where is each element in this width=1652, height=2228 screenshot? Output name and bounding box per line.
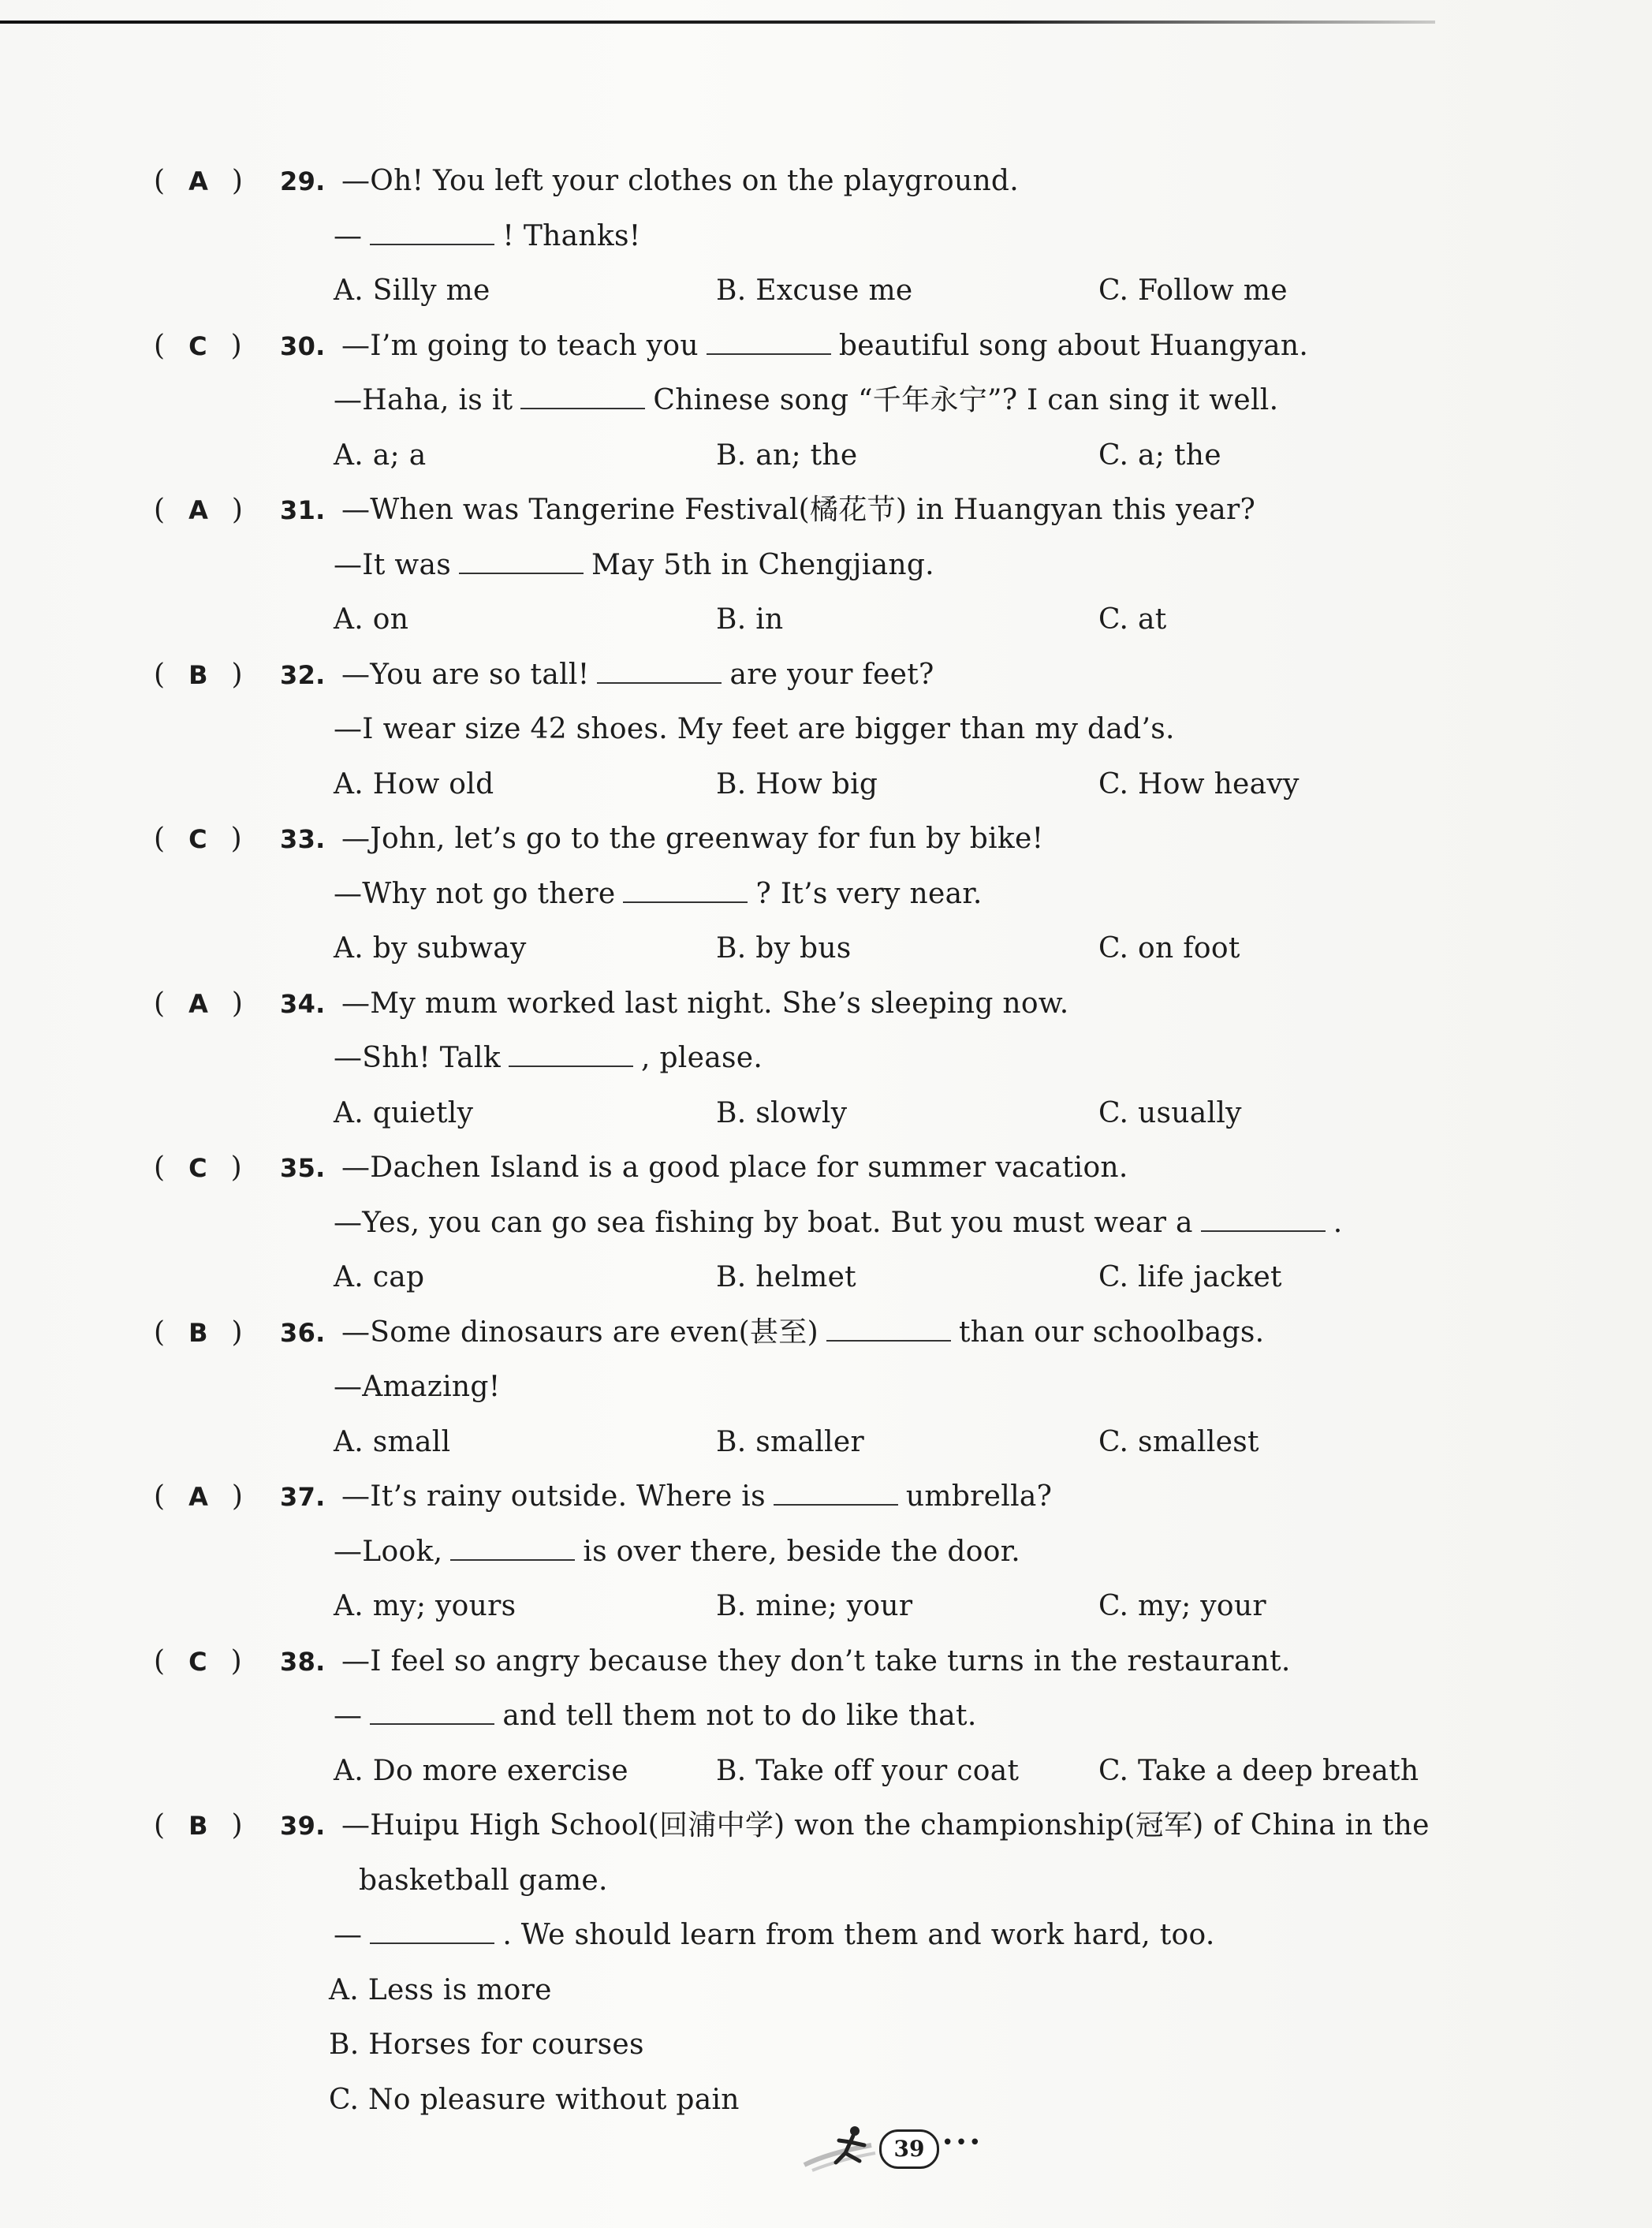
option-b: B. helmet (716, 1261, 856, 1293)
option-c: C. How heavy (1098, 767, 1300, 801)
option-a: A. quietly (334, 1096, 474, 1129)
answer-29: A (188, 166, 209, 196)
answer-blank (370, 1695, 494, 1725)
question-30: ( C ) 30. —I’m going to teach you beautiful song about Huangyan. —Haha, is it Chinese song “千年永宁”? I can sing it well. A. a; a B. an; the C. a; the (154, 319, 1510, 483)
answer-37: A (188, 1482, 209, 1512)
question-37: ( A ) 37. —It’s rainy outside. Where is umbrella? —Look, is over there, beside the door. A. my; yours B. mine; your C. my; your (154, 1469, 1510, 1634)
answer-36: B (188, 1317, 208, 1348)
answer-blank (459, 544, 584, 574)
question-number: 29. (280, 166, 326, 196)
option-b: B. Excuse me (716, 274, 913, 307)
option-b: B. Take off your coat (716, 1754, 1020, 1787)
option-c: C. Follow me (1098, 274, 1288, 307)
answer-blank (707, 325, 831, 355)
option-c: C. Take a deep breath (1098, 1754, 1419, 1787)
answer-blank (623, 873, 748, 903)
answer-blank (597, 654, 722, 684)
option-b: B. Horses for courses (329, 2028, 644, 2061)
answer-blank (774, 1476, 898, 1506)
question-39: ( B ) 39. —Huipu High School(回浦中学) won the championship(冠军) of China in the basketball game. — . We should learn from them and work hard, too. A. Less is more B. Horses for courses C. No pleasure without pain (154, 1798, 1510, 2127)
option-a: A. small (334, 1425, 451, 1458)
answer-blank (370, 1914, 494, 1944)
answer-39: B (188, 1811, 208, 1841)
question-33: ( C ) 33. —John, let’s go to the greenway for fun by bike! —Why not go there ? It’s very near. A. by subway B. by bus C. on foot (154, 812, 1510, 976)
option-a: A. Less is more (329, 1973, 552, 2006)
option-c: C. life jacket (1098, 1261, 1282, 1293)
option-c: C. a; the (1098, 439, 1221, 472)
question-32: ( B ) 32. —You are so tall! are your feet? —I wear size 42 shoes. My feet are bigger than my dad’s. A. How old B. How big C. How heavy (154, 648, 1510, 812)
answer-blank (450, 1531, 575, 1561)
option-a: A. my; yours (334, 1590, 516, 1622)
answer-30: C (188, 330, 207, 361)
option-a: A. on (334, 603, 409, 636)
option-a: A. by subway (334, 932, 527, 965)
answer-blank (520, 379, 645, 409)
question-31: ( A ) 31. —When was Tangerine Festival(橘花节) in Huangyan this year? —It was May 5th in Chengjiang. A. on B. in C. at (154, 483, 1510, 648)
option-b: B. mine; your (716, 1590, 913, 1622)
answer-31: A (188, 495, 209, 525)
option-a: A. Do more exercise (334, 1754, 628, 1787)
option-b: B. smaller (716, 1425, 864, 1458)
answer-blank (509, 1037, 633, 1067)
page-footer (796, 2122, 986, 2177)
option-c: C. at (1098, 603, 1167, 636)
option-c: C. No pleasure without pain (329, 2083, 740, 2116)
question-36: ( B ) 36. —Some dinosaurs are even(甚至) than our schoolbags. —Amazing! A. small B. smaller C. smallest (154, 1305, 1510, 1470)
runner-icon (796, 2122, 883, 2177)
question-34: ( A ) 34. —My mum worked last night. She’s sleeping now. —Shh! Talk , please. A. quietly B. slowly C. usually (154, 976, 1510, 1141)
option-c: C. usually (1098, 1096, 1242, 1129)
page-number: 39 (879, 2129, 939, 2169)
option-a: A. cap (334, 1261, 425, 1293)
option-c: C. smallest (1098, 1425, 1259, 1458)
option-c: C. on foot (1098, 932, 1240, 965)
answer-blank (370, 215, 494, 245)
option-a: A. a; a (334, 439, 427, 472)
option-b: B. by bus (716, 932, 852, 965)
option-b: B. How big (716, 767, 878, 801)
option-c: C. my; your (1098, 1590, 1266, 1622)
top-rule (0, 21, 1435, 24)
answer-38: C (188, 1646, 207, 1677)
question-38: ( C ) 38. —I feel so angry because they don’t take turns in the restaurant. — and tell them not to do like that. A. Do more exercise B. Take off your coat C. Take a deep breath (154, 1634, 1510, 1799)
answer-blank (826, 1312, 951, 1342)
option-b: B. in (716, 603, 784, 636)
answer-blank (1201, 1202, 1326, 1232)
question-29: ( A ) 29. —Oh! You left your clothes on the playground. — ! Thanks! A. Silly me B. Excuse me C. Follow me (154, 154, 1510, 319)
option-b: B. slowly (716, 1096, 848, 1129)
question-list (154, 154, 1510, 2127)
answer-35: C (188, 1153, 207, 1183)
option-a: A. Silly me (334, 274, 490, 307)
answer-32: B (188, 659, 208, 690)
option-a: A. How old (334, 767, 494, 801)
answer-33: C (188, 824, 207, 854)
question-line: —Oh! You left your clothes on the playground. (341, 165, 1020, 197)
answer-34: A (188, 988, 209, 1019)
ellipsis-dots: ••• (942, 2131, 983, 2155)
question-35: ( C ) 35. —Dachen Island is a good place for summer vacation. —Yes, you can go sea fishing by boat. But you must wear a . A. cap B. helmet C. life jacket (154, 1140, 1510, 1305)
option-b: B. an; the (716, 439, 858, 472)
